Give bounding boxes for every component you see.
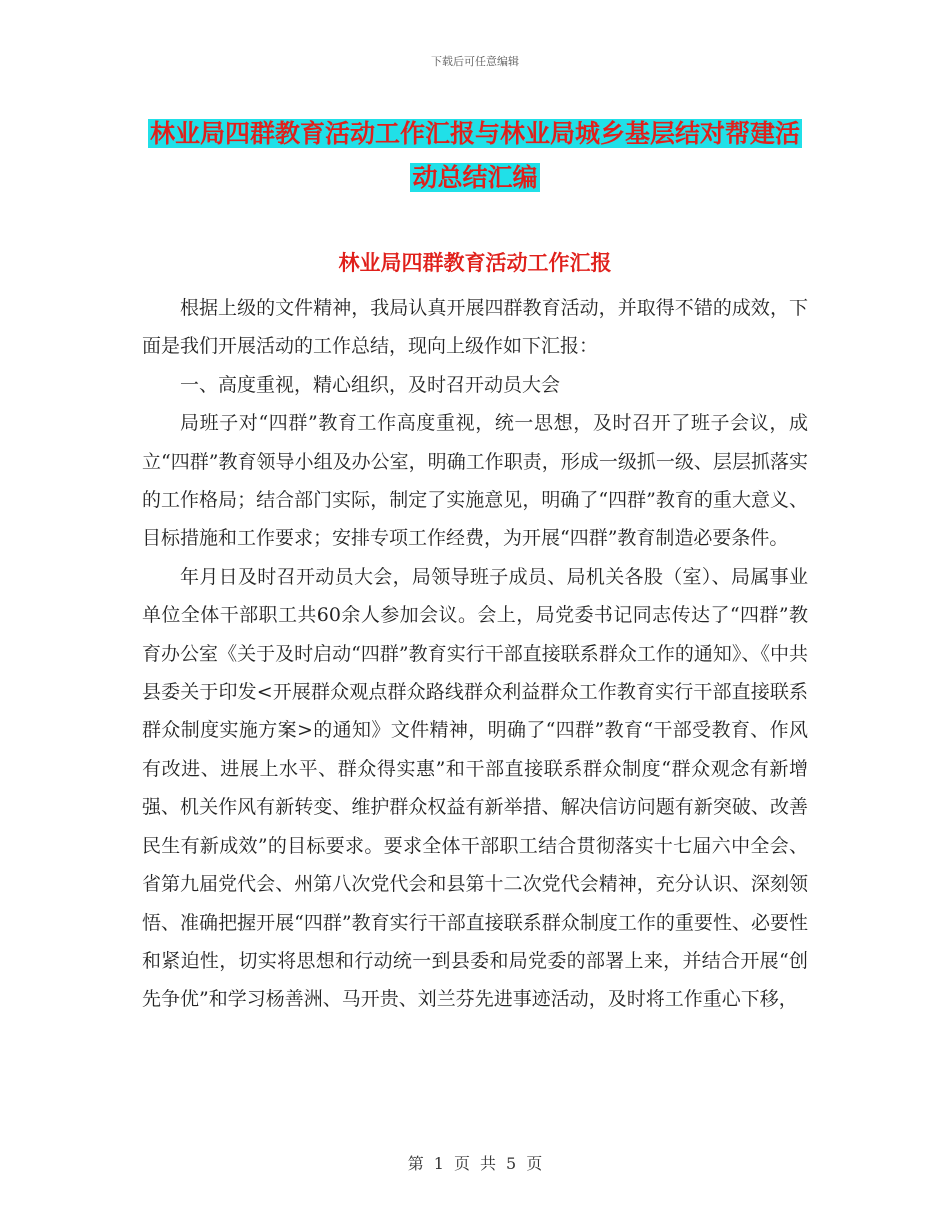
paragraph-heading-1: 一、高度重视，精心组织，及时召开动员大会 <box>180 373 561 396</box>
page-footer <box>0 1151 950 1174</box>
footer-prefix: 第 <box>407 1154 424 1173</box>
footer-total-label: 共 <box>480 1154 497 1173</box>
section-title: 林业局四群教育活动工作汇报 <box>338 251 612 275</box>
document-title-text: 林业局四群教育活动工作汇报与林业局城乡基层结对帮建活动总结汇编 <box>149 119 800 192</box>
document-body <box>142 289 808 1019</box>
footer-current-page: 1 <box>433 1154 444 1173</box>
paragraph-intro: 根据上级的文件精神，我局认真开展四群教育活动，并取得不错的成效，下面是我们开展活动的工作总结，现向上级作如下汇报： <box>142 297 808 358</box>
paragraph-mobilization: 年月日及时召开动员大会，局领导班子成员、局机关各股（室）、局属事业单位全体干部职工共60余人参加会议。会上，局党委书记同志传达了“四群”教育办公室《关于及时启动“四群”教育实行干部直接联系群众工作的通知》、《中共县委关于印发<开展群众观点群众路线群众利益群众工作教育实行干部直接联系群众制度实施方案>的通知》文件精神，明确了“四群”教育“干部受教育、作风有改进、进展上水平、群众得实惠”和干部直接联系群众制度“群众观念有新增强、机关作风有新转变、维护群众权益有新举措、解决信访问题有新突破、改善民生有新成效”的目标要求。要求全体干部职工结合贯彻落实十七届六中全会、省第九届党代会、州第八次党代会和县第十二次党代会精神，充分认识、深刻领悟、准确把握开展“四群”教育实行干部直接联系群众制度工作的重要性、必要性和紧迫性，切实将思想和行动统一到县委和局党委的部署上来，并结合开展“创先争优”和学习杨善洲、马开贵、刘兰芬先进事迹活动，及时将工作重心下移， <box>142 565 808 1011</box>
paragraph-leadership: 局班子对“四群”教育工作高度重视，统一思想，及时召开了班子会议，成立“四群”教育领导小组及办公室，明确工作职责，形成一级抓一级、层层抓落实的工作格局；结合部门实际，制定了实施意见，明确了“四群”教育的重大意义、目标措施和工作要求；安排专项工作经费，为开展“四群”教育制造必要条件。 <box>142 412 808 550</box>
header-note: 下载后可任意编辑 <box>431 55 519 68</box>
document-title <box>140 112 810 200</box>
footer-total-pages: 5 <box>506 1154 517 1173</box>
footer-page-unit: 页 <box>453 1154 470 1173</box>
footer-page-unit-2: 页 <box>526 1154 543 1173</box>
